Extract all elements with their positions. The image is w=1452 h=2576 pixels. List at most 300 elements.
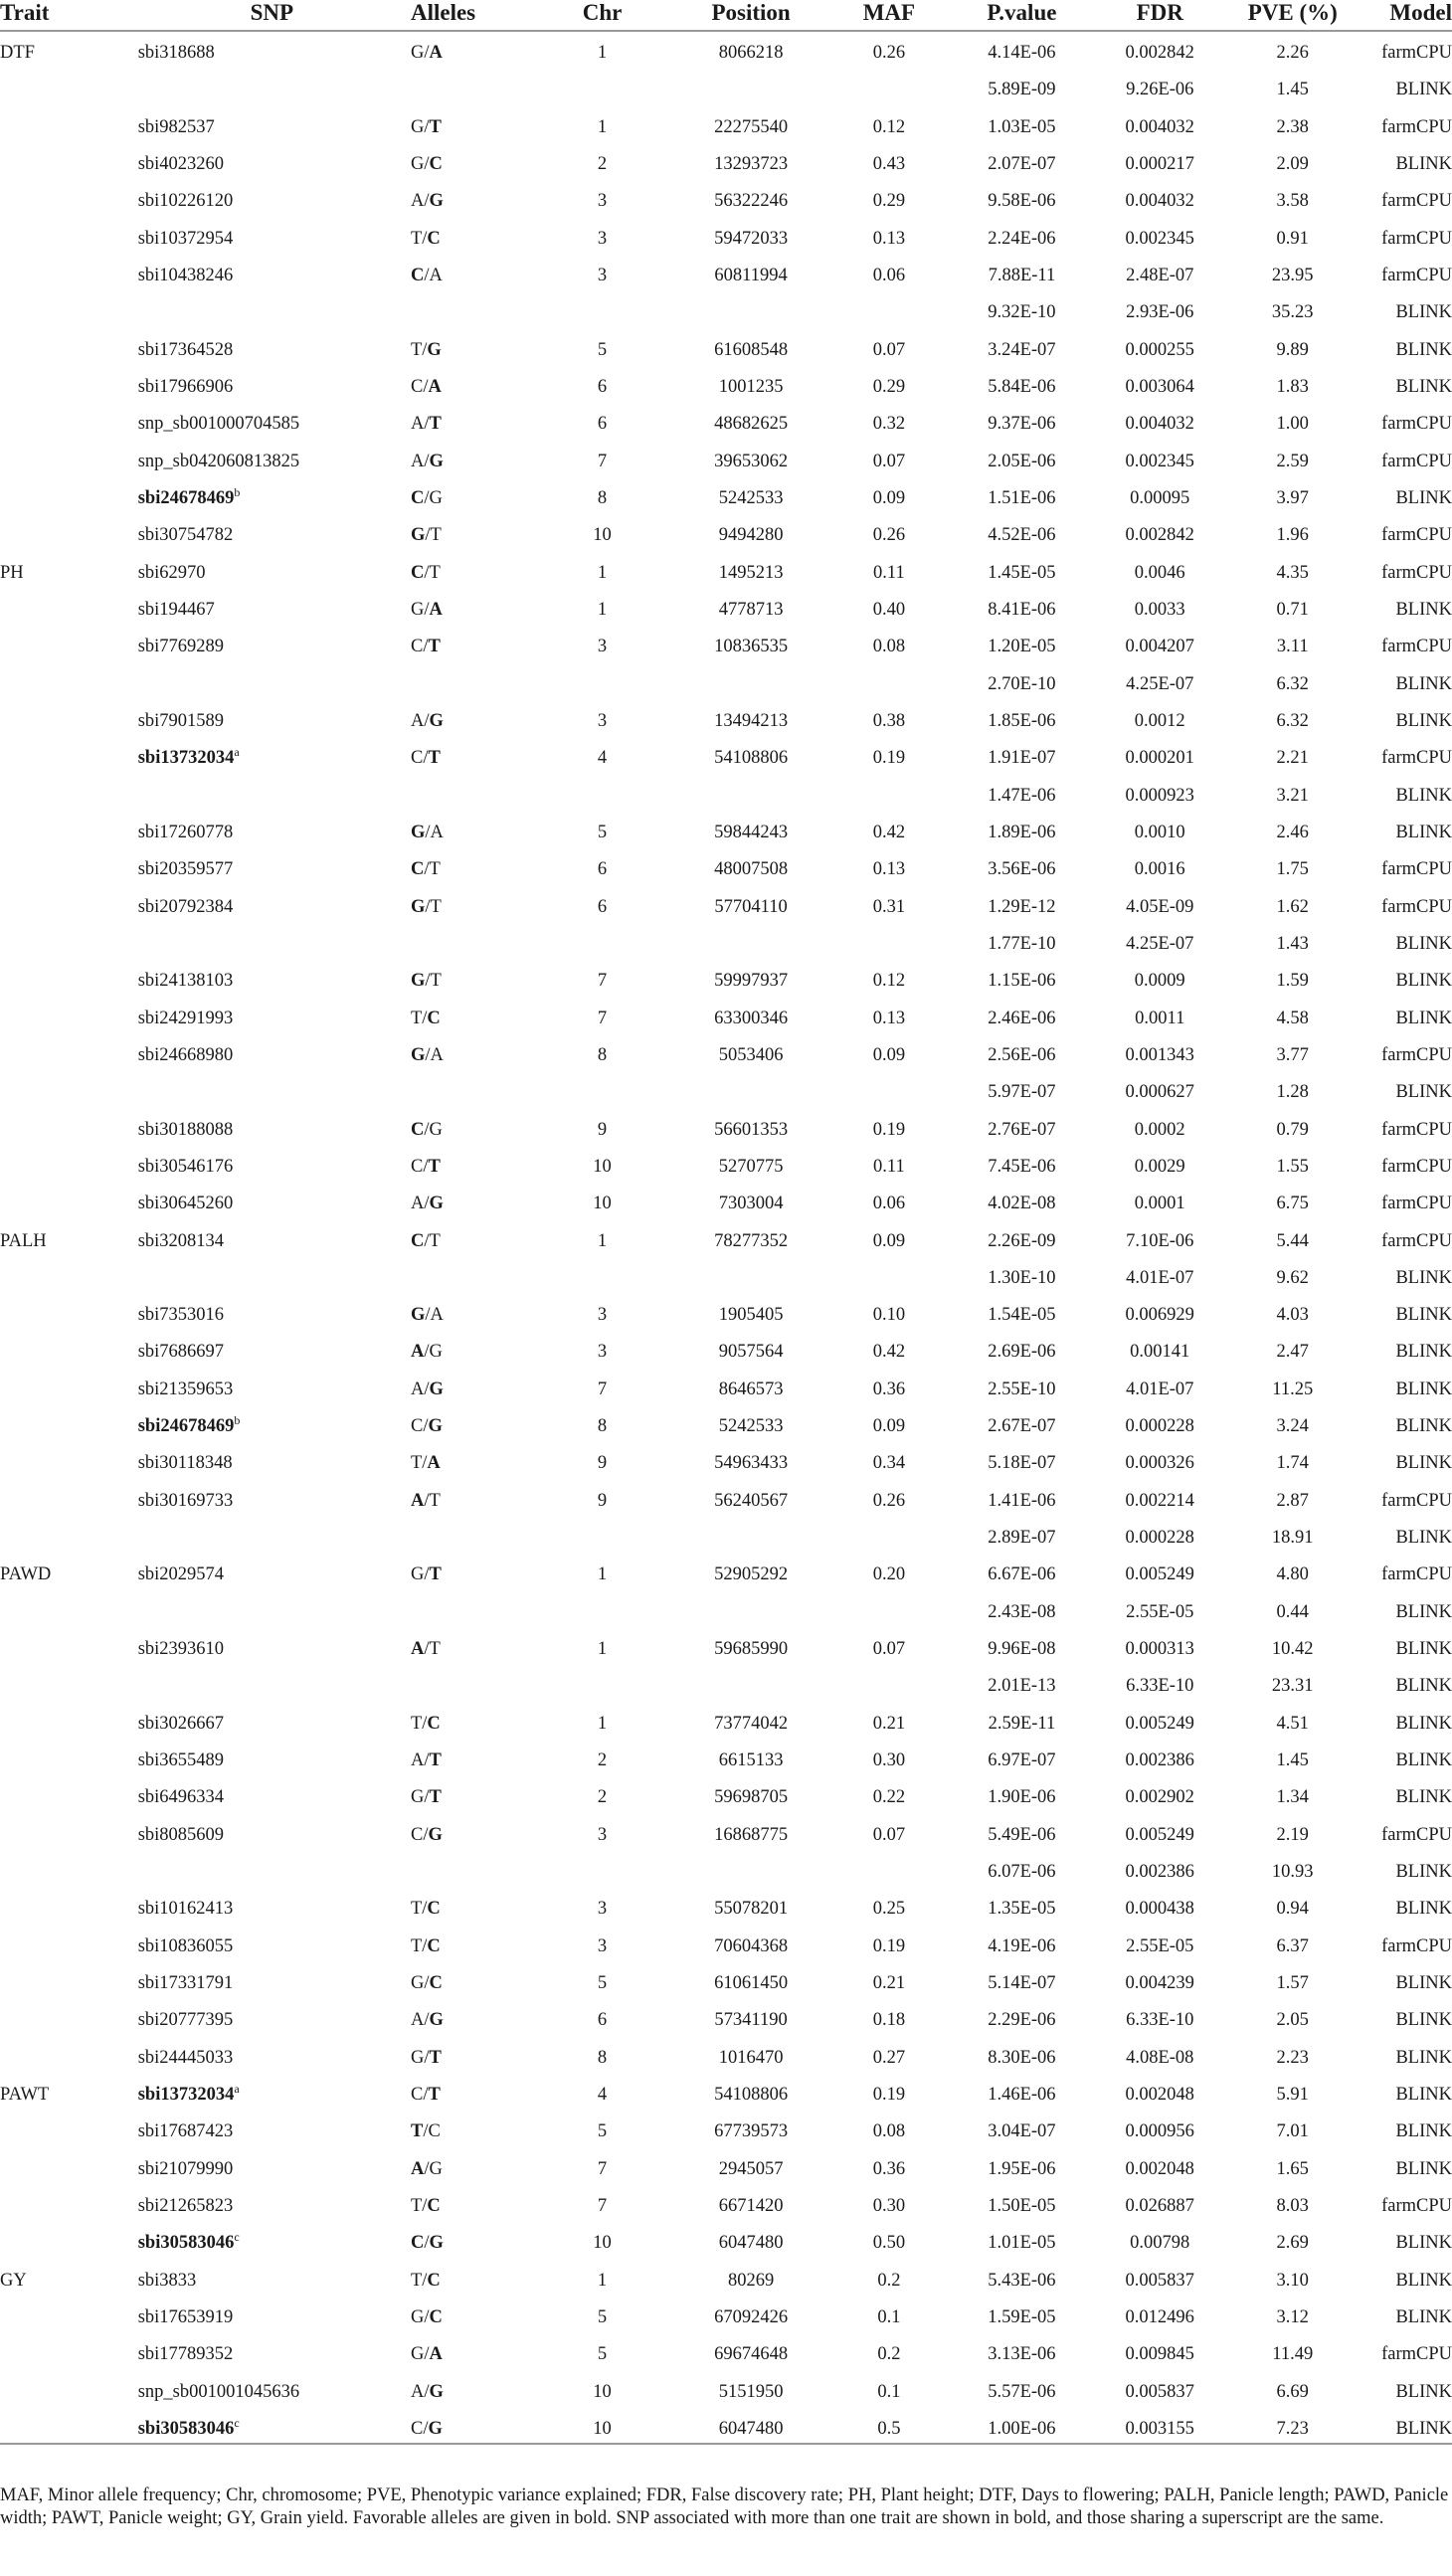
model-cell: BLINK: [1395, 1787, 1452, 1808]
table-row: [0, 885, 1452, 922]
table-row: [0, 402, 1452, 439]
fdr-cell: 0.002842: [1125, 43, 1194, 63]
table-row: [0, 588, 1452, 625]
snp-name: sbi10162413: [137, 1899, 234, 1920]
snp-cell: [136, 440, 406, 476]
header-fdr: FDR: [1136, 0, 1183, 25]
trait-cell: [0, 774, 136, 811]
trait-cell: [0, 1998, 136, 2035]
trait-cell: [0, 1887, 136, 1924]
position-cell: 73774042: [714, 1713, 789, 1734]
pvalue-cell: 6.67E-06: [988, 1564, 1056, 1585]
model-cell: BLINK: [1395, 1379, 1452, 1399]
alleles-cell: [406, 2036, 539, 2073]
trait-cell: [0, 1664, 136, 1701]
chr-cell: [538, 1256, 665, 1293]
chr-cell: 6: [597, 859, 608, 880]
maf-cell: 0.19: [872, 2085, 906, 2106]
pve-cell: 35.23: [1271, 302, 1314, 323]
maf-cell: 0.36: [872, 1379, 906, 1399]
chr-cell: [538, 922, 665, 959]
table-row: [0, 1961, 1452, 1998]
alleles-cell: [406, 1404, 539, 1441]
snp-cell: [136, 588, 406, 625]
snp-name: sbi7901589: [137, 710, 225, 731]
model-cell: BLINK: [1395, 2381, 1452, 2402]
table-row: [0, 2259, 1452, 2296]
pvalue-cell: 3.13E-06: [988, 2344, 1056, 2365]
pve-cell: 9.62: [1276, 1267, 1309, 1288]
table-row: [0, 142, 1452, 179]
chr-cell: 2: [597, 153, 608, 174]
trait-cell: [0, 1590, 136, 1627]
pve-cell: 1.57: [1276, 1973, 1309, 1994]
maf-cell: 0.13: [872, 1008, 906, 1028]
alleles-cell: [406, 142, 539, 179]
allele-separator: /: [424, 265, 430, 285]
position-cell: 8646573: [718, 1379, 784, 1399]
alleles-cell: [406, 2073, 539, 2110]
trait-cell: [0, 2147, 136, 2184]
allele-1: G: [410, 896, 426, 917]
pvalue-cell: 6.97E-07: [988, 1750, 1056, 1771]
trait-cell: [0, 1330, 136, 1367]
fdr-cell: 0.005249: [1125, 1713, 1194, 1734]
pvalue-cell: 9.58E-06: [988, 191, 1056, 212]
pvalue-cell: 5.89E-09: [988, 80, 1056, 100]
snp-cell: [136, 2407, 406, 2444]
snp-name: sbi17260778: [137, 822, 234, 842]
trait-cell: [0, 2110, 136, 2146]
alleles-cell: [406, 1813, 539, 1850]
chr-cell: 5: [597, 2344, 608, 2365]
position-cell: 1001235: [718, 376, 784, 397]
table-row: [0, 365, 1452, 402]
pve-cell: 2.69: [1276, 2233, 1309, 2254]
allele-1: G: [410, 2047, 425, 2068]
allele-separator: /: [422, 2196, 428, 2217]
alleles-cell: [406, 179, 539, 216]
allele-1: A: [410, 1490, 425, 1511]
trait-cell: [0, 1961, 136, 1998]
maf-cell: 0.42: [872, 822, 906, 842]
fdr-cell: 4.25E-07: [1126, 933, 1194, 954]
allele-separator: /: [424, 2233, 430, 2254]
alleles-cell: [406, 1702, 539, 1739]
snp-name: sbi17789352: [137, 2344, 234, 2365]
trait-cell: [0, 1479, 136, 1516]
pvalue-cell: 1.00E-06: [988, 2419, 1056, 2439]
pve-cell: 1.43: [1276, 933, 1309, 954]
alleles-cell: [406, 959, 539, 996]
snp-cell: [136, 885, 406, 922]
table-row: [0, 1553, 1452, 1589]
allele-1: G: [410, 2307, 425, 2328]
allele-2: T: [429, 2047, 442, 2068]
fdr-cell: 6.33E-10: [1126, 2010, 1194, 2031]
table-row: [0, 68, 1452, 104]
pvalue-cell: 5.14E-07: [988, 1973, 1056, 1994]
pve-cell: 8.03: [1276, 2196, 1309, 2217]
snp-cell: [136, 1293, 406, 1330]
pvalue-cell: 1.41E-06: [988, 1490, 1056, 1511]
allele-1: G: [410, 822, 426, 842]
allele-2: A: [430, 822, 444, 842]
snp-name: sbi62970: [137, 562, 206, 583]
snp-cell: [136, 1850, 406, 1887]
pvalue-cell: 8.30E-06: [988, 2047, 1056, 2068]
allele-1: A: [410, 2010, 425, 2031]
pvalue-cell: 1.30E-10: [988, 1267, 1056, 1288]
position-cell: 70604368: [714, 1935, 789, 1956]
position-cell: [666, 1070, 836, 1107]
pvalue-cell: 2.69E-06: [988, 1342, 1056, 1363]
snp-name: sbi318688: [137, 43, 215, 63]
table-row: [0, 217, 1452, 254]
snp-cell: [136, 2184, 406, 2221]
header-snp: SNP: [250, 0, 294, 25]
fdr-cell: 0.000228: [1125, 1416, 1194, 1437]
pvalue-cell: 2.07E-07: [988, 153, 1056, 174]
position-cell: 67092426: [714, 2307, 789, 2328]
table-row: [0, 1850, 1452, 1887]
model-cell: farmCPU: [1381, 637, 1452, 657]
snp-name: sbi8085609: [137, 1824, 225, 1845]
position-cell: 61061450: [714, 1973, 789, 1994]
chr-cell: 6: [597, 376, 608, 397]
allele-1: G: [410, 525, 426, 546]
table-row: [0, 811, 1452, 847]
alleles-cell: [406, 1664, 539, 1701]
chr-cell: 9: [597, 1119, 608, 1140]
pve-cell: 1.45: [1276, 80, 1309, 100]
snp-cell: [136, 922, 406, 959]
alleles-cell: [406, 1553, 539, 1589]
pve-cell: 1.55: [1276, 1156, 1309, 1177]
chr-cell: 3: [597, 191, 608, 212]
model-cell: BLINK: [1395, 710, 1452, 731]
snp-name: sbi10438246: [137, 265, 234, 285]
chr-cell: 4: [597, 2085, 608, 2106]
position-cell: 59844243: [714, 822, 789, 842]
allele-separator: /: [424, 599, 430, 620]
allele-2: G: [428, 1824, 443, 1845]
model-cell: BLINK: [1395, 1713, 1452, 1734]
maf-cell: 0.32: [872, 414, 906, 435]
snp-cell: [136, 1479, 406, 1516]
fdr-cell: 0.005249: [1125, 1824, 1194, 1845]
snp-cell: [136, 1182, 406, 1218]
alleles-cell: [406, 2332, 539, 2369]
alleles-cell: [406, 1368, 539, 1404]
position-cell: 6671420: [718, 2196, 784, 2217]
allele-separator: /: [424, 1787, 430, 1808]
allele-1: C: [410, 265, 425, 285]
position-cell: 5242533: [718, 1416, 784, 1437]
snp-cell: [136, 513, 406, 550]
trait-cell: [0, 2370, 136, 2407]
alleles-cell: [406, 1850, 539, 1887]
alleles-cell: [406, 1961, 539, 1998]
position-cell: [666, 290, 836, 327]
pvalue-cell: 1.35E-05: [988, 1899, 1056, 1920]
maf-cell: 0.09: [872, 1230, 906, 1251]
allele-2: C: [428, 2121, 441, 2142]
table-row: [0, 2221, 1452, 2258]
trait-cell: GY: [0, 2270, 27, 2291]
allele-separator: /: [423, 2085, 429, 2106]
chr-cell: 8: [597, 1044, 608, 1065]
allele-2: T: [429, 1639, 441, 1660]
position-cell: 22275540: [714, 116, 789, 137]
maf-cell: 0.13: [872, 228, 906, 249]
model-cell: BLINK: [1395, 1008, 1452, 1028]
allele-separator: /: [424, 2344, 430, 2365]
alleles-cell: [406, 1330, 539, 1367]
maf-cell: 0.09: [872, 1044, 906, 1065]
pve-cell: 10.42: [1271, 1639, 1314, 1660]
chr-cell: 7: [597, 1379, 608, 1399]
allele-2: G: [429, 710, 444, 731]
allele-2: A: [429, 599, 443, 620]
pve-cell: 0.79: [1276, 1119, 1309, 1140]
fdr-cell: 0.000217: [1125, 153, 1194, 174]
allele-1: C: [410, 1119, 425, 1140]
table-row: [0, 625, 1452, 661]
snp-cell: [136, 290, 406, 327]
allele-2: G: [429, 1379, 444, 1399]
pve-cell: 1.62: [1276, 896, 1309, 917]
pvalue-cell: 1.29E-12: [988, 896, 1056, 917]
allele-1: C: [410, 1824, 424, 1845]
pvalue-cell: 1.46E-06: [988, 2085, 1056, 2106]
snp-name: sbi17687423: [137, 2121, 234, 2142]
allele-separator: /: [423, 376, 429, 397]
allele-1: C: [410, 1416, 424, 1437]
maf-cell: 0.27: [872, 2047, 906, 2068]
alleles-cell: [406, 2147, 539, 2184]
trait-cell: [0, 1850, 136, 1887]
alleles-cell: [406, 662, 539, 699]
table-footnote: MAF, Minor allele frequency; Chr, chromosome; PVE, Phenotypic variance explained; FDR, False discovery rate; PH, Plant height; DTF, Days to flowering; PALH, Panicle length; PAWD, Panicle width; PAWT, Panicle weight; GY, Grain yield. Favorable alleles are given in bold. SNP associated with more than one trait are shown in bold, and those sharing a superscript are the same.: [0, 2485, 1449, 2528]
position-cell: 39653062: [714, 451, 789, 471]
alleles-cell: [406, 1219, 539, 1256]
model-cell: BLINK: [1395, 2047, 1452, 2068]
trait-cell: [0, 1182, 136, 1218]
allele-separator: /: [422, 1713, 428, 1734]
maf-cell: 0.06: [872, 1194, 906, 1214]
model-cell: BLINK: [1395, 487, 1452, 508]
trait-cell: [0, 440, 136, 476]
snp-cell: [136, 997, 406, 1033]
snp-name: sbi20792384: [137, 896, 234, 917]
snp-cell: [136, 179, 406, 216]
fdr-cell: 6.33E-10: [1126, 1676, 1194, 1697]
allele-1: A: [410, 414, 425, 435]
maf-cell: [836, 1664, 943, 1701]
trait-cell: [0, 662, 136, 699]
table-row: [0, 922, 1452, 959]
snp-cell: [136, 254, 406, 290]
fdr-cell: 0.0029: [1134, 1156, 1185, 1177]
snp-cell: [136, 2036, 406, 2073]
pve-cell: 5.44: [1276, 1230, 1309, 1251]
trait-cell: [0, 736, 136, 773]
maf-cell: 0.5: [877, 2419, 901, 2439]
model-cell: farmCPU: [1381, 1490, 1452, 1511]
alleles-cell: [406, 254, 539, 290]
maf-cell: 0.21: [872, 1973, 906, 1994]
allele-2: C: [427, 1899, 441, 1920]
allele-1: A: [410, 2158, 425, 2179]
snp-superscript: a: [234, 745, 240, 760]
maf-cell: 0.19: [872, 1935, 906, 1956]
alleles-cell: [406, 1182, 539, 1218]
trait-cell: PALH: [0, 1230, 47, 1251]
pve-cell: 1.34: [1276, 1787, 1309, 1808]
allele-separator: /: [424, 562, 430, 583]
alleles-cell: [406, 699, 539, 736]
snp-cell: [136, 31, 406, 68]
allele-separator: /: [424, 2158, 430, 2179]
allele-1: A: [410, 1639, 425, 1660]
pvalue-cell: 2.67E-07: [988, 1416, 1056, 1437]
maf-cell: 0.12: [872, 116, 906, 137]
allele-1: G: [410, 599, 425, 620]
trait-cell: [0, 68, 136, 104]
maf-cell: 0.2: [877, 2270, 901, 2291]
table-row: [0, 440, 1452, 476]
chr-cell: 1: [597, 1639, 608, 1660]
position-cell: 8066218: [718, 43, 784, 63]
chr-cell: 3: [597, 265, 608, 285]
model-cell: BLINK: [1395, 2307, 1452, 2328]
chr-cell: 5: [597, 2121, 608, 2142]
trait-cell: [0, 1108, 136, 1145]
allele-2: T: [430, 525, 442, 546]
trait-cell: [0, 811, 136, 847]
pvalue-cell: 2.05E-06: [988, 451, 1056, 471]
trait-cell: [0, 1627, 136, 1664]
alleles-cell: [406, 2221, 539, 2258]
trait-cell: [0, 254, 136, 290]
pve-cell: 4.03: [1276, 1305, 1309, 1326]
snp-name: sbi21359653: [137, 1379, 234, 1399]
maf-cell: 0.07: [872, 339, 906, 360]
allele-1: A: [410, 1194, 425, 1214]
alleles-cell: [406, 217, 539, 254]
allele-2: T: [428, 2085, 441, 2106]
chr-cell: 1: [597, 1230, 608, 1251]
allele-separator: /: [423, 1824, 429, 1845]
position-cell: 10836535: [714, 637, 789, 657]
header-pve: PVE (%): [1247, 0, 1338, 25]
fdr-cell: 4.25E-07: [1126, 673, 1194, 694]
pvalue-cell: 1.45E-05: [988, 562, 1056, 583]
pvalue-cell: 8.41E-06: [988, 599, 1056, 620]
snp-cell: [136, 1553, 406, 1589]
model-cell: farmCPU: [1381, 1156, 1452, 1177]
position-cell: [666, 1664, 836, 1701]
header-trait: Trait: [0, 0, 50, 25]
position-cell: [666, 68, 836, 104]
snp-name: sbi24445033: [137, 2047, 234, 2068]
table-row: [0, 662, 1452, 699]
position-cell: 48007508: [714, 859, 789, 880]
snp-cell: [136, 1925, 406, 1961]
fdr-cell: 4.01E-07: [1126, 1379, 1194, 1399]
snp-cell: [136, 1998, 406, 2035]
allele-1: C: [410, 1230, 425, 1251]
allele-1: C: [410, 562, 425, 583]
maf-cell: [836, 1850, 943, 1887]
allele-2: A: [430, 1305, 444, 1326]
alleles-cell: [406, 476, 539, 513]
snp-cell: [136, 2332, 406, 2369]
snp-name: sbi7353016: [137, 1305, 225, 1326]
trait-cell: [0, 365, 136, 402]
pve-cell: 6.69: [1276, 2381, 1309, 2402]
fdr-cell: 0.005837: [1125, 2381, 1194, 2402]
allele-2: G: [429, 2158, 443, 2179]
fdr-cell: 0.003155: [1125, 2419, 1194, 2439]
trait-cell: [0, 1033, 136, 1070]
table-row: [0, 847, 1452, 884]
alleles-cell: [406, 588, 539, 625]
position-cell: 1905405: [718, 1305, 784, 1326]
trait-cell: [0, 1739, 136, 1775]
fdr-cell: 0.000201: [1125, 748, 1194, 769]
table-row: [0, 1108, 1452, 1145]
header-model: Model: [1389, 0, 1452, 25]
chr-cell: 1: [597, 2270, 608, 2291]
allele-separator: /: [424, 2047, 430, 2068]
allele-1: C: [410, 376, 424, 397]
maf-cell: 0.19: [872, 748, 906, 769]
table-row: [0, 1033, 1452, 1070]
alleles-cell: [406, 68, 539, 104]
model-cell: BLINK: [1395, 599, 1452, 620]
alleles-cell: [406, 1739, 539, 1775]
pvalue-cell: 2.46E-06: [988, 1008, 1056, 1028]
pve-cell: 1.59: [1276, 971, 1309, 992]
pvalue-cell: 1.90E-06: [988, 1787, 1056, 1808]
snp-cell: [136, 2221, 406, 2258]
chr-cell: 3: [597, 1342, 608, 1363]
alleles-cell: [406, 1108, 539, 1145]
alleles-cell: [406, 1775, 539, 1812]
chr-cell: 8: [597, 2047, 608, 2068]
chr-cell: 8: [597, 1416, 608, 1437]
allele-2: G: [429, 1119, 443, 1140]
table-row: [0, 774, 1452, 811]
trait-cell: [0, 1775, 136, 1812]
fdr-cell: 0.004032: [1125, 191, 1194, 212]
allele-1: G: [410, 1564, 425, 1585]
allele-separator: /: [425, 971, 431, 992]
pve-cell: 1.45: [1276, 1750, 1309, 1771]
trait-cell: [0, 290, 136, 327]
chr-cell: [538, 774, 665, 811]
pve-cell: 2.47: [1276, 1342, 1309, 1363]
pvalue-cell: 9.96E-08: [988, 1639, 1056, 1660]
allele-1: C: [410, 637, 424, 657]
snp-name: sbi194467: [137, 599, 215, 620]
allele-1: T: [410, 339, 423, 360]
allele-separator: /: [424, 116, 430, 137]
pve-cell: 18.91: [1271, 1528, 1314, 1549]
maf-cell: 0.22: [872, 1787, 906, 1808]
